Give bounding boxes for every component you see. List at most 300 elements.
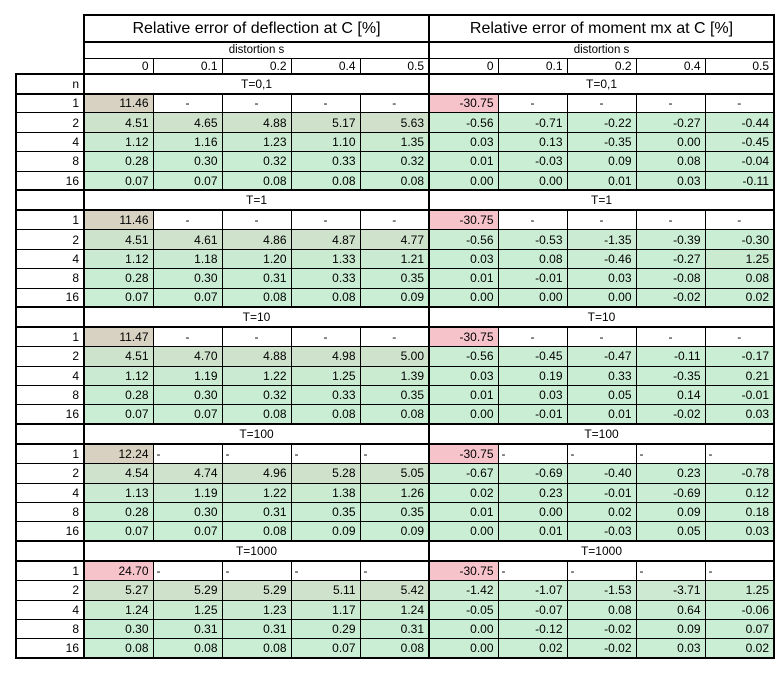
value-cell: 0.00 [636,132,705,151]
value-cell: - [222,444,291,463]
table-row [16,152,774,171]
value-cell: 0.08 [84,639,153,658]
value-cell: - [291,327,360,346]
value-cell: 0.00 [429,405,498,424]
value-cell: 0.00 [429,619,498,638]
value-cell: 1.23 [222,600,291,619]
value-cell: 0.03 [429,132,498,151]
table-row [16,327,774,346]
value-cell: 1.12 [84,132,153,151]
t-section-header: T=1000 [429,541,774,561]
value-cell: -0.47 [567,347,636,366]
value-cell: 0.03 [567,269,636,288]
value-cell: -0.35 [636,366,705,385]
value-cell: 0.05 [567,386,636,405]
value-cell: 0.30 [153,152,222,171]
value-cell: 1.16 [153,132,222,151]
value-cell: 0.32 [222,386,291,405]
table-row [16,561,774,580]
value-cell: 0.23 [636,464,705,483]
value-cell: 0.31 [222,619,291,638]
value-cell: 11.46 [84,210,153,229]
value-cell: 0.28 [84,269,153,288]
value-cell: 0.03 [705,522,774,541]
value-cell: - [360,94,429,113]
value-cell: 1.12 [84,366,153,385]
value-cell: -0.27 [636,249,705,268]
table-row [16,386,774,405]
value-cell: -1.35 [567,230,636,249]
row-label: 1 [16,561,84,580]
value-cell: 4.51 [84,347,153,366]
value-cell: 5.05 [360,464,429,483]
table-title-deflection: Relative error of deflection at C [%] [84,15,429,42]
value-cell: 1.22 [222,366,291,385]
value-cell: -30.75 [429,94,498,113]
value-cell: 11.46 [84,94,153,113]
row-label: 8 [16,386,84,405]
t-section-header: T=1000 [84,541,429,561]
value-cell: -30.75 [429,444,498,463]
row-label: 8 [16,619,84,638]
title-row [16,15,774,42]
table-row [16,230,774,249]
value-cell: 0.64 [636,600,705,619]
s-col-header: 0.2 [222,58,291,74]
value-cell: -0.44 [705,113,774,132]
value-cell: 0.07 [84,522,153,541]
value-cell: -0.35 [567,132,636,151]
value-cell: 4.88 [222,113,291,132]
table-row [16,171,774,190]
value-cell: 0.13 [498,132,567,151]
n-column-header [16,541,84,561]
value-cell: 0.23 [498,483,567,502]
value-cell: 0.02 [429,483,498,502]
value-cell: - [498,210,567,229]
t-section-row [16,424,774,444]
value-cell: - [360,210,429,229]
t-section-header: T=100 [84,424,429,444]
row-label: 16 [16,405,84,424]
value-cell: 1.10 [291,132,360,151]
value-cell: -0.56 [429,347,498,366]
value-cell: 0.19 [498,366,567,385]
row-label: 1 [16,210,84,229]
row-label: 4 [16,600,84,619]
value-cell: 0.02 [705,288,774,307]
value-cell: - [360,327,429,346]
table-row [16,132,774,151]
value-cell: -0.05 [429,600,498,619]
value-cell: 0.32 [360,152,429,171]
value-cell: 1.25 [153,600,222,619]
value-cell: -0.02 [636,288,705,307]
value-cell: 1.20 [222,249,291,268]
row-label: 4 [16,483,84,502]
s-col-header: 0 [429,58,498,74]
value-cell: - [291,444,360,463]
value-cell: 5.27 [84,581,153,600]
value-cell: 0.08 [360,639,429,658]
n-column-header [16,307,84,327]
value-cell: 0.02 [498,639,567,658]
value-cell: - [153,94,222,113]
table-row [16,600,774,619]
t-section-row [16,74,774,94]
value-cell: -0.22 [567,113,636,132]
value-cell: 0.32 [222,152,291,171]
value-cell: 0.30 [153,386,222,405]
value-cell: 0.28 [84,503,153,522]
value-cell: 0.08 [222,639,291,658]
row-label: 2 [16,347,84,366]
row-label: 2 [16,230,84,249]
table-row [16,405,774,424]
value-cell: 0.14 [636,386,705,405]
value-cell: 0.33 [567,366,636,385]
value-cell: -0.08 [636,269,705,288]
table-row [16,639,774,658]
n-column-header: n [16,74,84,94]
table-row [16,347,774,366]
value-cell: 5.29 [222,581,291,600]
value-cell: 1.23 [222,132,291,151]
s-col-header: 0 [84,58,153,74]
table-row [16,619,774,638]
t-section-header: T=0,1 [84,74,429,94]
value-cell: - [153,444,222,463]
row-label: 16 [16,522,84,541]
value-cell: 0.00 [429,522,498,541]
row-label: 4 [16,132,84,151]
value-cell: 0.28 [84,152,153,171]
value-cell: - [705,444,774,463]
s-col-header: 0.2 [567,58,636,74]
value-cell: 4.88 [222,347,291,366]
s-values-row [16,58,774,74]
value-cell: 0.35 [360,269,429,288]
value-cell: 0.30 [153,269,222,288]
value-cell: 0.08 [291,171,360,190]
corner-spacer [16,42,84,58]
value-cell: - [567,327,636,346]
value-cell: 0.09 [291,522,360,541]
value-cell: 0.00 [498,503,567,522]
value-cell: -0.11 [636,347,705,366]
value-cell: 0.03 [705,405,774,424]
value-cell: - [153,210,222,229]
value-cell: 0.08 [291,405,360,424]
value-cell: 0.00 [429,639,498,658]
table-row [16,210,774,229]
value-cell: 0.33 [291,152,360,171]
value-cell: -0.69 [498,464,567,483]
t-section-header: T=100 [429,424,774,444]
value-cell: 0.33 [291,386,360,405]
value-cell: 4.77 [360,230,429,249]
value-cell: 0.03 [498,386,567,405]
value-cell: -1.07 [498,581,567,600]
value-cell: 0.08 [222,288,291,307]
value-cell: 1.35 [360,132,429,151]
value-cell: - [567,444,636,463]
value-cell: 1.22 [222,483,291,502]
value-cell: - [567,561,636,580]
value-cell: 4.51 [84,230,153,249]
table-row [16,288,774,307]
value-cell: 0.07 [84,405,153,424]
value-cell: - [360,561,429,580]
t-section-row [16,190,774,210]
value-cell: - [636,561,705,580]
value-cell: 0.35 [360,386,429,405]
value-cell: -0.45 [705,132,774,151]
value-cell: 1.24 [360,600,429,619]
value-cell: 0.02 [705,639,774,658]
value-cell: -1.53 [567,581,636,600]
value-cell: 0.00 [498,288,567,307]
value-cell: - [291,210,360,229]
value-cell: -0.45 [498,347,567,366]
value-cell: 0.08 [222,171,291,190]
row-label: 8 [16,152,84,171]
value-cell: 0.00 [498,171,567,190]
value-cell: - [222,327,291,346]
value-cell: -0.01 [705,386,774,405]
value-cell: 5.42 [360,581,429,600]
value-cell: -0.56 [429,230,498,249]
value-cell: 0.08 [567,600,636,619]
value-cell: 0.08 [360,171,429,190]
value-cell: 0.01 [567,405,636,424]
value-cell: 1.33 [291,249,360,268]
value-cell: 0.08 [498,249,567,268]
value-cell: 0.08 [291,288,360,307]
value-cell: 0.09 [567,152,636,171]
value-cell: 4.61 [153,230,222,249]
value-cell: 0.30 [153,503,222,522]
row-label: 16 [16,639,84,658]
value-cell: 5.17 [291,113,360,132]
value-cell: - [153,561,222,580]
value-cell: -3.71 [636,581,705,600]
value-cell: 4.96 [222,464,291,483]
value-cell: 0.30 [84,619,153,638]
value-cell: 1.38 [291,483,360,502]
row-label: 2 [16,581,84,600]
row-label: 4 [16,249,84,268]
value-cell: 0.00 [429,288,498,307]
value-cell: 1.24 [84,600,153,619]
row-label: 16 [16,171,84,190]
value-cell: 0.02 [567,503,636,522]
value-cell: 0.03 [636,171,705,190]
value-cell: -0.46 [567,249,636,268]
value-cell: 24.70 [84,561,153,580]
value-cell: - [291,561,360,580]
t-section-header: T=1 [84,190,429,210]
value-cell: - [222,561,291,580]
t-section-header: T=10 [429,307,774,327]
value-cell: 0.08 [222,405,291,424]
value-cell: -0.27 [636,113,705,132]
value-cell: - [498,94,567,113]
value-cell: 0.33 [291,269,360,288]
value-cell: - [705,327,774,346]
value-cell: -0.11 [705,171,774,190]
value-cell: 0.01 [429,386,498,405]
value-cell: 0.01 [567,171,636,190]
table-row [16,113,774,132]
t-section-header: T=10 [84,307,429,327]
value-cell: - [291,94,360,113]
value-cell: 4.74 [153,464,222,483]
t-section-row [16,307,774,327]
value-cell: -1.42 [429,581,498,600]
s-col-header: 0.1 [498,58,567,74]
value-cell: - [705,94,774,113]
value-cell: 0.07 [153,405,222,424]
value-cell: 0.09 [636,619,705,638]
table-row [16,522,774,541]
value-cell: 4.51 [84,113,153,132]
value-cell: 4.54 [84,464,153,483]
table-body [16,15,774,658]
value-cell: - [705,210,774,229]
value-cell: 0.07 [705,619,774,638]
value-cell: - [222,210,291,229]
error-comparison-table [15,14,775,659]
value-cell: 11.47 [84,327,153,346]
value-cell: -0.69 [636,483,705,502]
value-cell: 0.07 [153,522,222,541]
value-cell: 0.01 [429,152,498,171]
value-cell: 0.00 [567,288,636,307]
value-cell: -0.02 [567,639,636,658]
value-cell: 0.35 [291,503,360,522]
value-cell: 5.63 [360,113,429,132]
value-cell: - [360,444,429,463]
value-cell: 0.07 [84,288,153,307]
t-section-header: T=1 [429,190,774,210]
value-cell: 0.01 [429,503,498,522]
value-cell: 0.31 [360,619,429,638]
value-cell: - [498,327,567,346]
row-label: 4 [16,366,84,385]
value-cell: 1.39 [360,366,429,385]
value-cell: 0.05 [636,522,705,541]
value-cell: 1.19 [153,483,222,502]
corner-spacer [16,58,84,74]
value-cell: 0.09 [360,288,429,307]
value-cell: 0.07 [291,639,360,658]
value-cell: 1.25 [291,366,360,385]
value-cell: - [153,327,222,346]
value-cell: 0.07 [84,171,153,190]
value-cell: -0.03 [567,522,636,541]
value-cell: 4.70 [153,347,222,366]
value-cell: 0.29 [291,619,360,638]
corner-spacer [16,15,84,42]
value-cell: 0.31 [153,619,222,638]
table-row [16,503,774,522]
value-cell: 0.08 [222,522,291,541]
value-cell: - [222,94,291,113]
table-row [16,483,774,502]
value-cell: -0.01 [498,269,567,288]
value-cell: - [705,561,774,580]
value-cell: 5.28 [291,464,360,483]
row-label: 2 [16,464,84,483]
value-cell: 4.65 [153,113,222,132]
value-cell: 1.26 [360,483,429,502]
value-cell: -0.01 [567,483,636,502]
value-cell: -0.03 [498,152,567,171]
value-cell: -0.53 [498,230,567,249]
value-cell: 5.29 [153,581,222,600]
value-cell: 0.28 [84,386,153,405]
row-label: 16 [16,288,84,307]
s-col-header: 0.5 [360,58,429,74]
row-label: 1 [16,94,84,113]
value-cell: -0.30 [705,230,774,249]
distortion-header-left: distortion s [84,42,429,58]
row-label: 1 [16,444,84,463]
distortion-header-row [16,42,774,58]
value-cell: 1.13 [84,483,153,502]
row-label: 2 [16,113,84,132]
value-cell: 0.01 [498,522,567,541]
value-cell: - [498,561,567,580]
value-cell: 1.25 [705,249,774,268]
s-col-header: 0.5 [705,58,774,74]
distortion-header-right: distortion s [429,42,774,58]
value-cell: 0.21 [705,366,774,385]
value-cell: 12.24 [84,444,153,463]
value-cell: 1.17 [291,600,360,619]
n-column-header [16,190,84,210]
value-cell: - [636,94,705,113]
value-cell: 1.12 [84,249,153,268]
value-cell: - [567,210,636,229]
value-cell: - [636,210,705,229]
s-col-header: 0.1 [153,58,222,74]
table-row [16,464,774,483]
value-cell: -0.67 [429,464,498,483]
value-cell: 0.08 [153,639,222,658]
value-cell: 0.35 [360,503,429,522]
table-row [16,269,774,288]
value-cell: -0.12 [498,619,567,638]
value-cell: -0.17 [705,347,774,366]
row-label: 1 [16,327,84,346]
value-cell: -30.75 [429,210,498,229]
value-cell: -0.07 [498,600,567,619]
row-label: 8 [16,269,84,288]
s-col-header: 0.4 [291,58,360,74]
value-cell: -0.01 [498,405,567,424]
value-cell: 4.98 [291,347,360,366]
value-cell: 0.12 [705,483,774,502]
value-cell: 0.09 [636,503,705,522]
t-section-row [16,541,774,561]
value-cell: -30.75 [429,561,498,580]
value-cell: 0.07 [153,288,222,307]
value-cell: 0.18 [705,503,774,522]
value-cell: -0.56 [429,113,498,132]
table-row [16,444,774,463]
